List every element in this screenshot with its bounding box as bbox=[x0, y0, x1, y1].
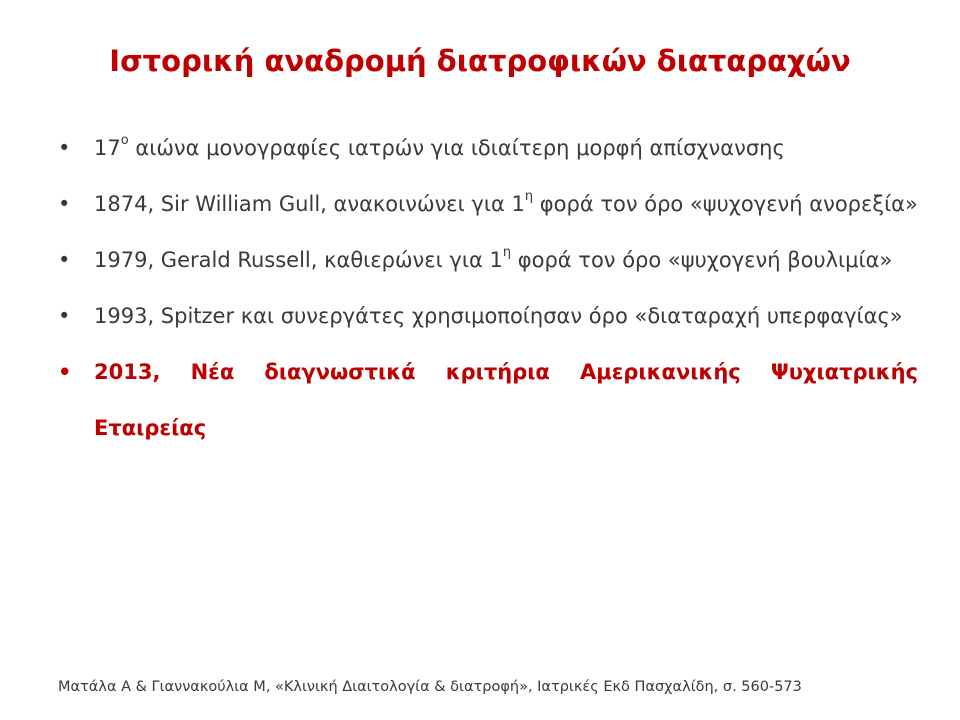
bullet-item-highlight bbox=[58, 344, 918, 456]
bullet-item bbox=[58, 288, 918, 344]
superscript: ο bbox=[120, 133, 129, 148]
bullet-text-main: 1993, Spitzer και συνεργάτες χρησιμοποίησαν όρο «διαταραχή υπερφαγίας» bbox=[94, 304, 903, 328]
bullet-item bbox=[58, 120, 918, 176]
bullet-item bbox=[58, 176, 918, 232]
bullet-list bbox=[58, 120, 918, 456]
bullet-dot: • bbox=[58, 192, 71, 216]
bullet-dot: • bbox=[58, 360, 72, 384]
bullet-text bbox=[94, 288, 918, 344]
slide-title: Ιστορική αναδρομή διατροφικών διαταραχών bbox=[109, 44, 851, 78]
bullet-text bbox=[94, 176, 918, 232]
superscript: η bbox=[524, 189, 534, 204]
bullet-text-main: 1874, Sir William Gull, ανακοινώνει για 1 bbox=[94, 192, 525, 216]
bullet-dot: • bbox=[58, 304, 71, 328]
bullet-text-rest: φορά τον όρο «ψυχογενή βουλιμία» bbox=[511, 248, 893, 272]
bullet-text bbox=[94, 232, 918, 288]
bullet-dot: • bbox=[58, 248, 71, 272]
bullet-text-main: 17 bbox=[94, 136, 121, 160]
bullet-text-rest: φορά τον όρο «ψυχογενή ανορεξία» bbox=[533, 192, 918, 216]
superscript: η bbox=[502, 245, 512, 260]
bullet-dot: • bbox=[58, 136, 71, 160]
reference-citation: Ματάλα Α & Γιαννακούλια Μ, «Κλινική Διαιτολογία & διατροφή», Ιατρικές Εκδ Πασχαλίδη, σ. 560-573 bbox=[58, 679, 802, 695]
bullet-text-main: 2013, Νέα διαγνωστικά κριτήρια Αμερικανικής Ψυχιατρικής Εταιρείας bbox=[94, 360, 918, 440]
bullet-text bbox=[94, 344, 918, 456]
bullet-text bbox=[94, 120, 918, 176]
bullet-text-main: 1979, Gerald Russell, καθιερώνει για 1 bbox=[94, 248, 503, 272]
bullet-text-rest: αιώνα μονογραφίες ιατρών για ιδιαίτερη μορφή απίσχνανσης bbox=[128, 136, 785, 160]
bullet-item bbox=[58, 232, 918, 288]
